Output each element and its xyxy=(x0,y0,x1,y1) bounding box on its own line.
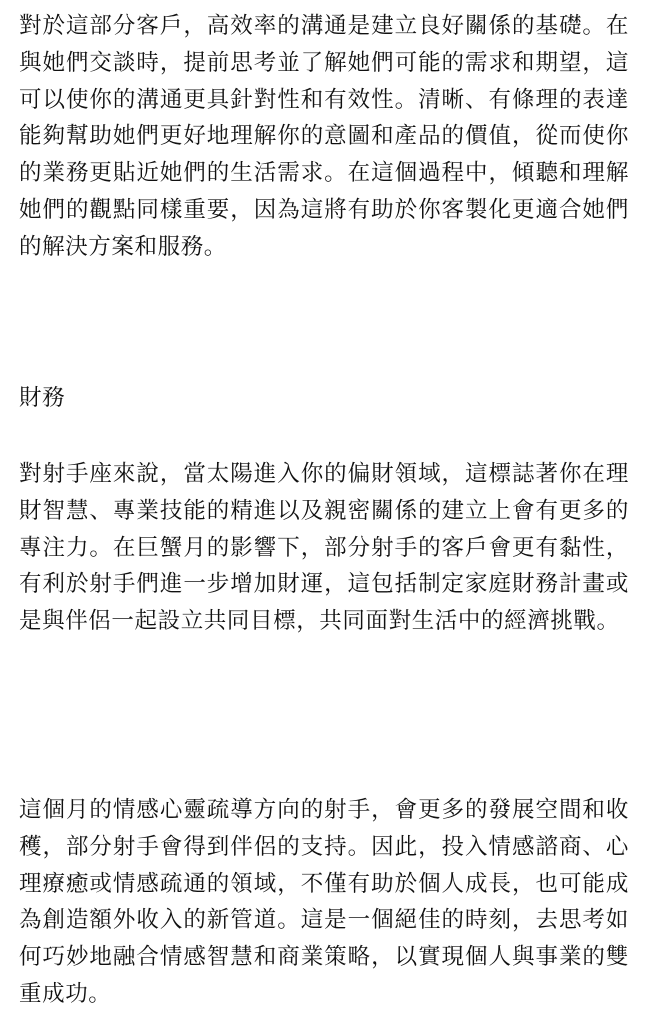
section-heading-finance: 財務 xyxy=(19,385,66,411)
paragraph-finance: 對射手座來說，當太陽進入你的偏財領域，這標誌著你在理財智慧、專業技能的精進以及親密關係的建立上會有更多的專注力。在巨蟹月的影響下，部分射手的客戶會更有黏性，有利於射手們進一步增加財運，這包括制定家庭財務計畫或是與伴侶一起設立共同目標，共同面對生活中的經濟挑戰。 xyxy=(19,461,629,635)
paragraph-emotional-guidance: 這個月的情感心靈疏導方向的射手，會更多的發展空間和收穫，部分射手會得到伴侶的支持。因此，投入情感諮商、心理療癒或情感疏通的領域，不僅有助於個人成長，也可能成為創造額外收入的新管道。這是一個絕佳的時刻，去思考如何巧妙地融合情感智慧和商業策略，以實現個人與事業的雙重成功。 xyxy=(19,797,629,1007)
paragraph-communication: 對於這部分客戶，高效率的溝通是建立良好關係的基礎。在與她們交談時，提前思考並了解她們可能的需求和期望，這可以使你的溝通更具針對性和有效性。清晰、有條理的表達能夠幫助她們更好地理解你的意圖和產品的價值，從而使你的業務更貼近她們的生活需求。在這個過程中，傾聽和理解她們的觀點同樣重要，因為這將有助於你客製化更適合她們的解決方案和服務。 xyxy=(19,13,629,260)
